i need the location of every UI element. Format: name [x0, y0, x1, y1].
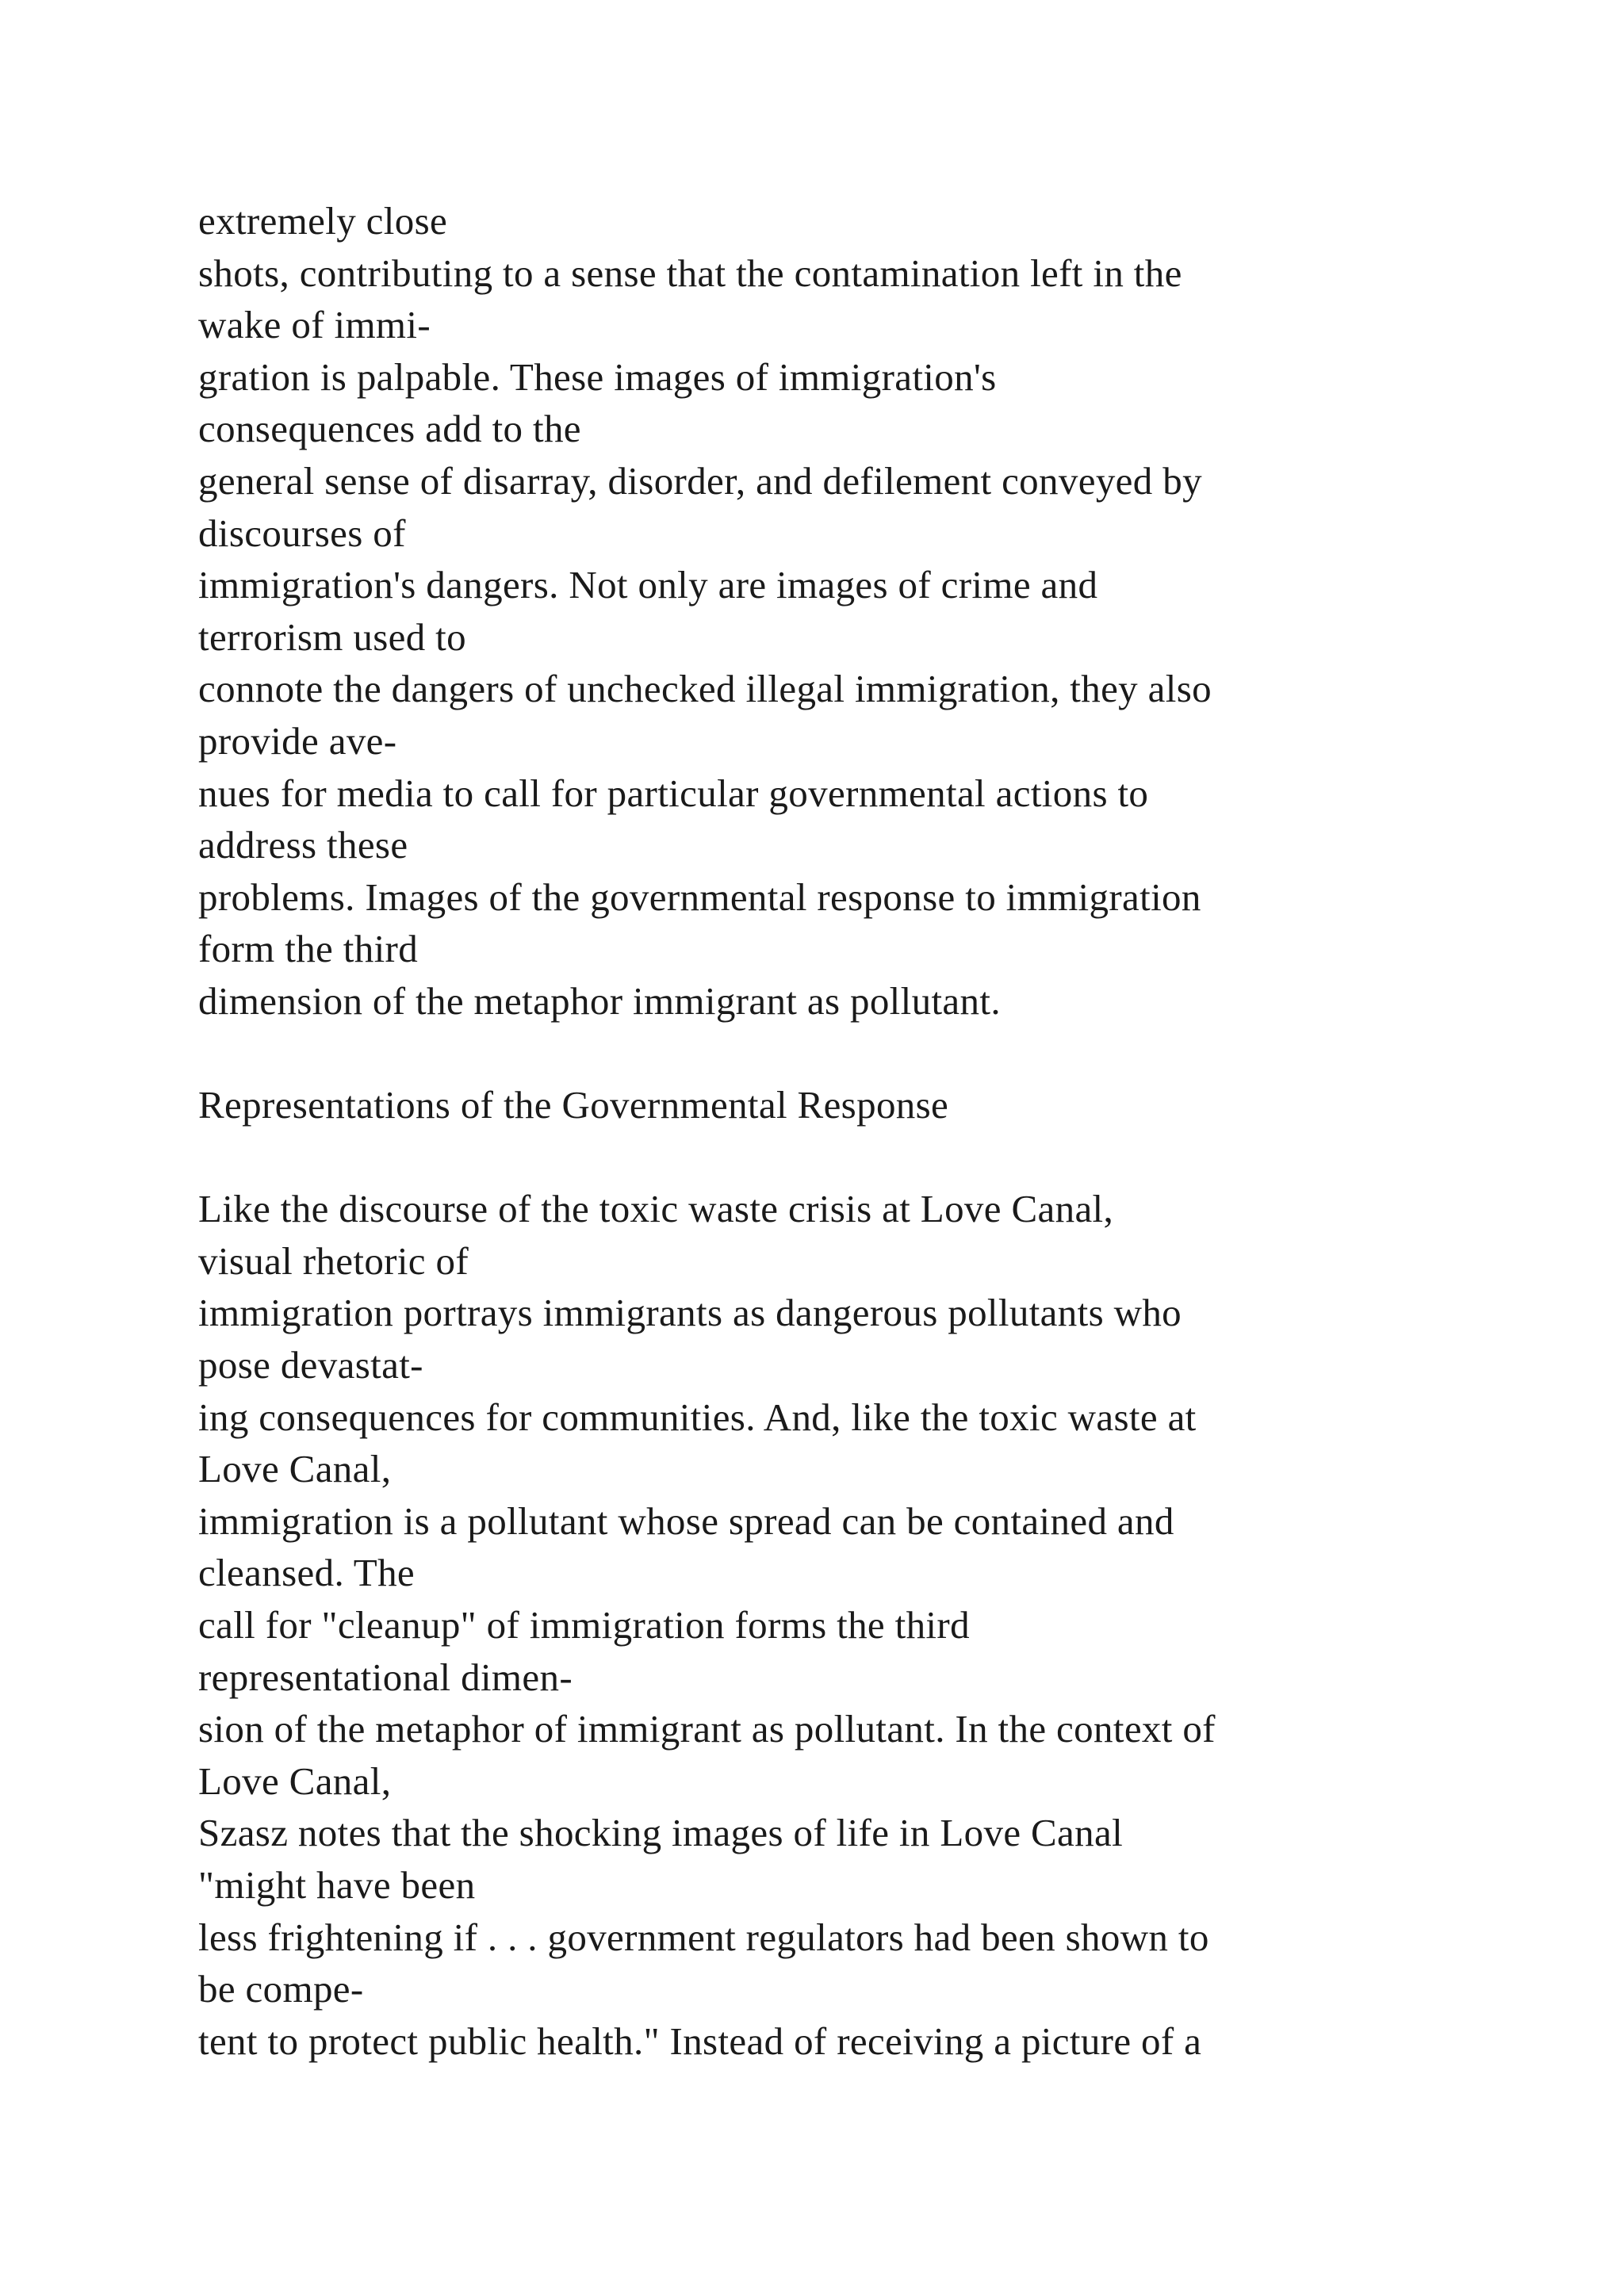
- text-line: address these: [198, 823, 408, 867]
- text-line: dimension of the metaphor immigrant as pollutant.: [198, 978, 1001, 1023]
- text-line: call for "cleanup" of immigration forms the third: [198, 1603, 970, 1647]
- text-line: visual rhetoric of: [198, 1238, 469, 1283]
- text-line: wake of immi-: [198, 303, 431, 347]
- text-line: connote the dangers of unchecked illegal immigration, they also: [198, 667, 1212, 711]
- text-line: extremely close: [198, 199, 448, 243]
- section-heading: Representations of the Governmental Response: [198, 1083, 949, 1127]
- text-line: immigration's dangers. Not only are images of crime and: [198, 563, 1098, 607]
- text-line: tent to protect public health." Instead of receiving a picture of a: [198, 2019, 1202, 2063]
- text-line: less frightening if . . . government regulators had been shown to: [198, 1915, 1209, 1959]
- text-line: sion of the metaphor of immigrant as pollutant. In the context of: [198, 1707, 1216, 1751]
- text-line: Love Canal,: [198, 1447, 392, 1491]
- text-line: immigration is a pollutant whose spread can be contained and: [198, 1498, 1174, 1543]
- text-line: immigration portrays immigrants as dangerous pollutants who: [198, 1291, 1182, 1335]
- text-line: general sense of disarray, disorder, and defilement conveyed by: [198, 458, 1202, 503]
- text-line: nues for media to call for particular governmental actions to: [198, 771, 1149, 815]
- text-line: form the third: [198, 927, 419, 971]
- blank-line: [198, 1027, 1562, 1080]
- text-line: Szasz notes that the shocking images of life in Love Canal: [198, 1811, 1124, 1855]
- text-line: problems. Images of the governmental response to immigration: [198, 874, 1201, 919]
- text-line: Like the discourse of the toxic waste crisis at Love Canal,: [198, 1187, 1114, 1231]
- text-line: discourses of: [198, 511, 406, 555]
- text-line: ing consequences for communities. And, like the toxic waste at: [198, 1395, 1197, 1439]
- paragraph-2: [198, 1183, 1562, 2067]
- document-text: [198, 195, 1562, 2067]
- text-line: "might have been: [198, 1863, 476, 1907]
- text-line: representational dimen-: [198, 1655, 573, 1699]
- text-line: terrorism used to: [198, 614, 466, 659]
- text-line: pose devastat-: [198, 1343, 423, 1387]
- text-line: consequences add to the: [198, 407, 581, 451]
- blank-line: [198, 1131, 1562, 1184]
- text-line: shots, contributing to a sense that the contamination left in the: [198, 251, 1182, 295]
- text-line: provide ave-: [198, 718, 397, 763]
- paragraph-1: [198, 195, 1562, 1027]
- text-line: cleansed. The: [198, 1551, 416, 1595]
- text-line: Love Canal,: [198, 1758, 392, 1803]
- text-line: gration is palpable. These images of immigration's: [198, 354, 997, 399]
- text-line: be compe-: [198, 1967, 364, 2011]
